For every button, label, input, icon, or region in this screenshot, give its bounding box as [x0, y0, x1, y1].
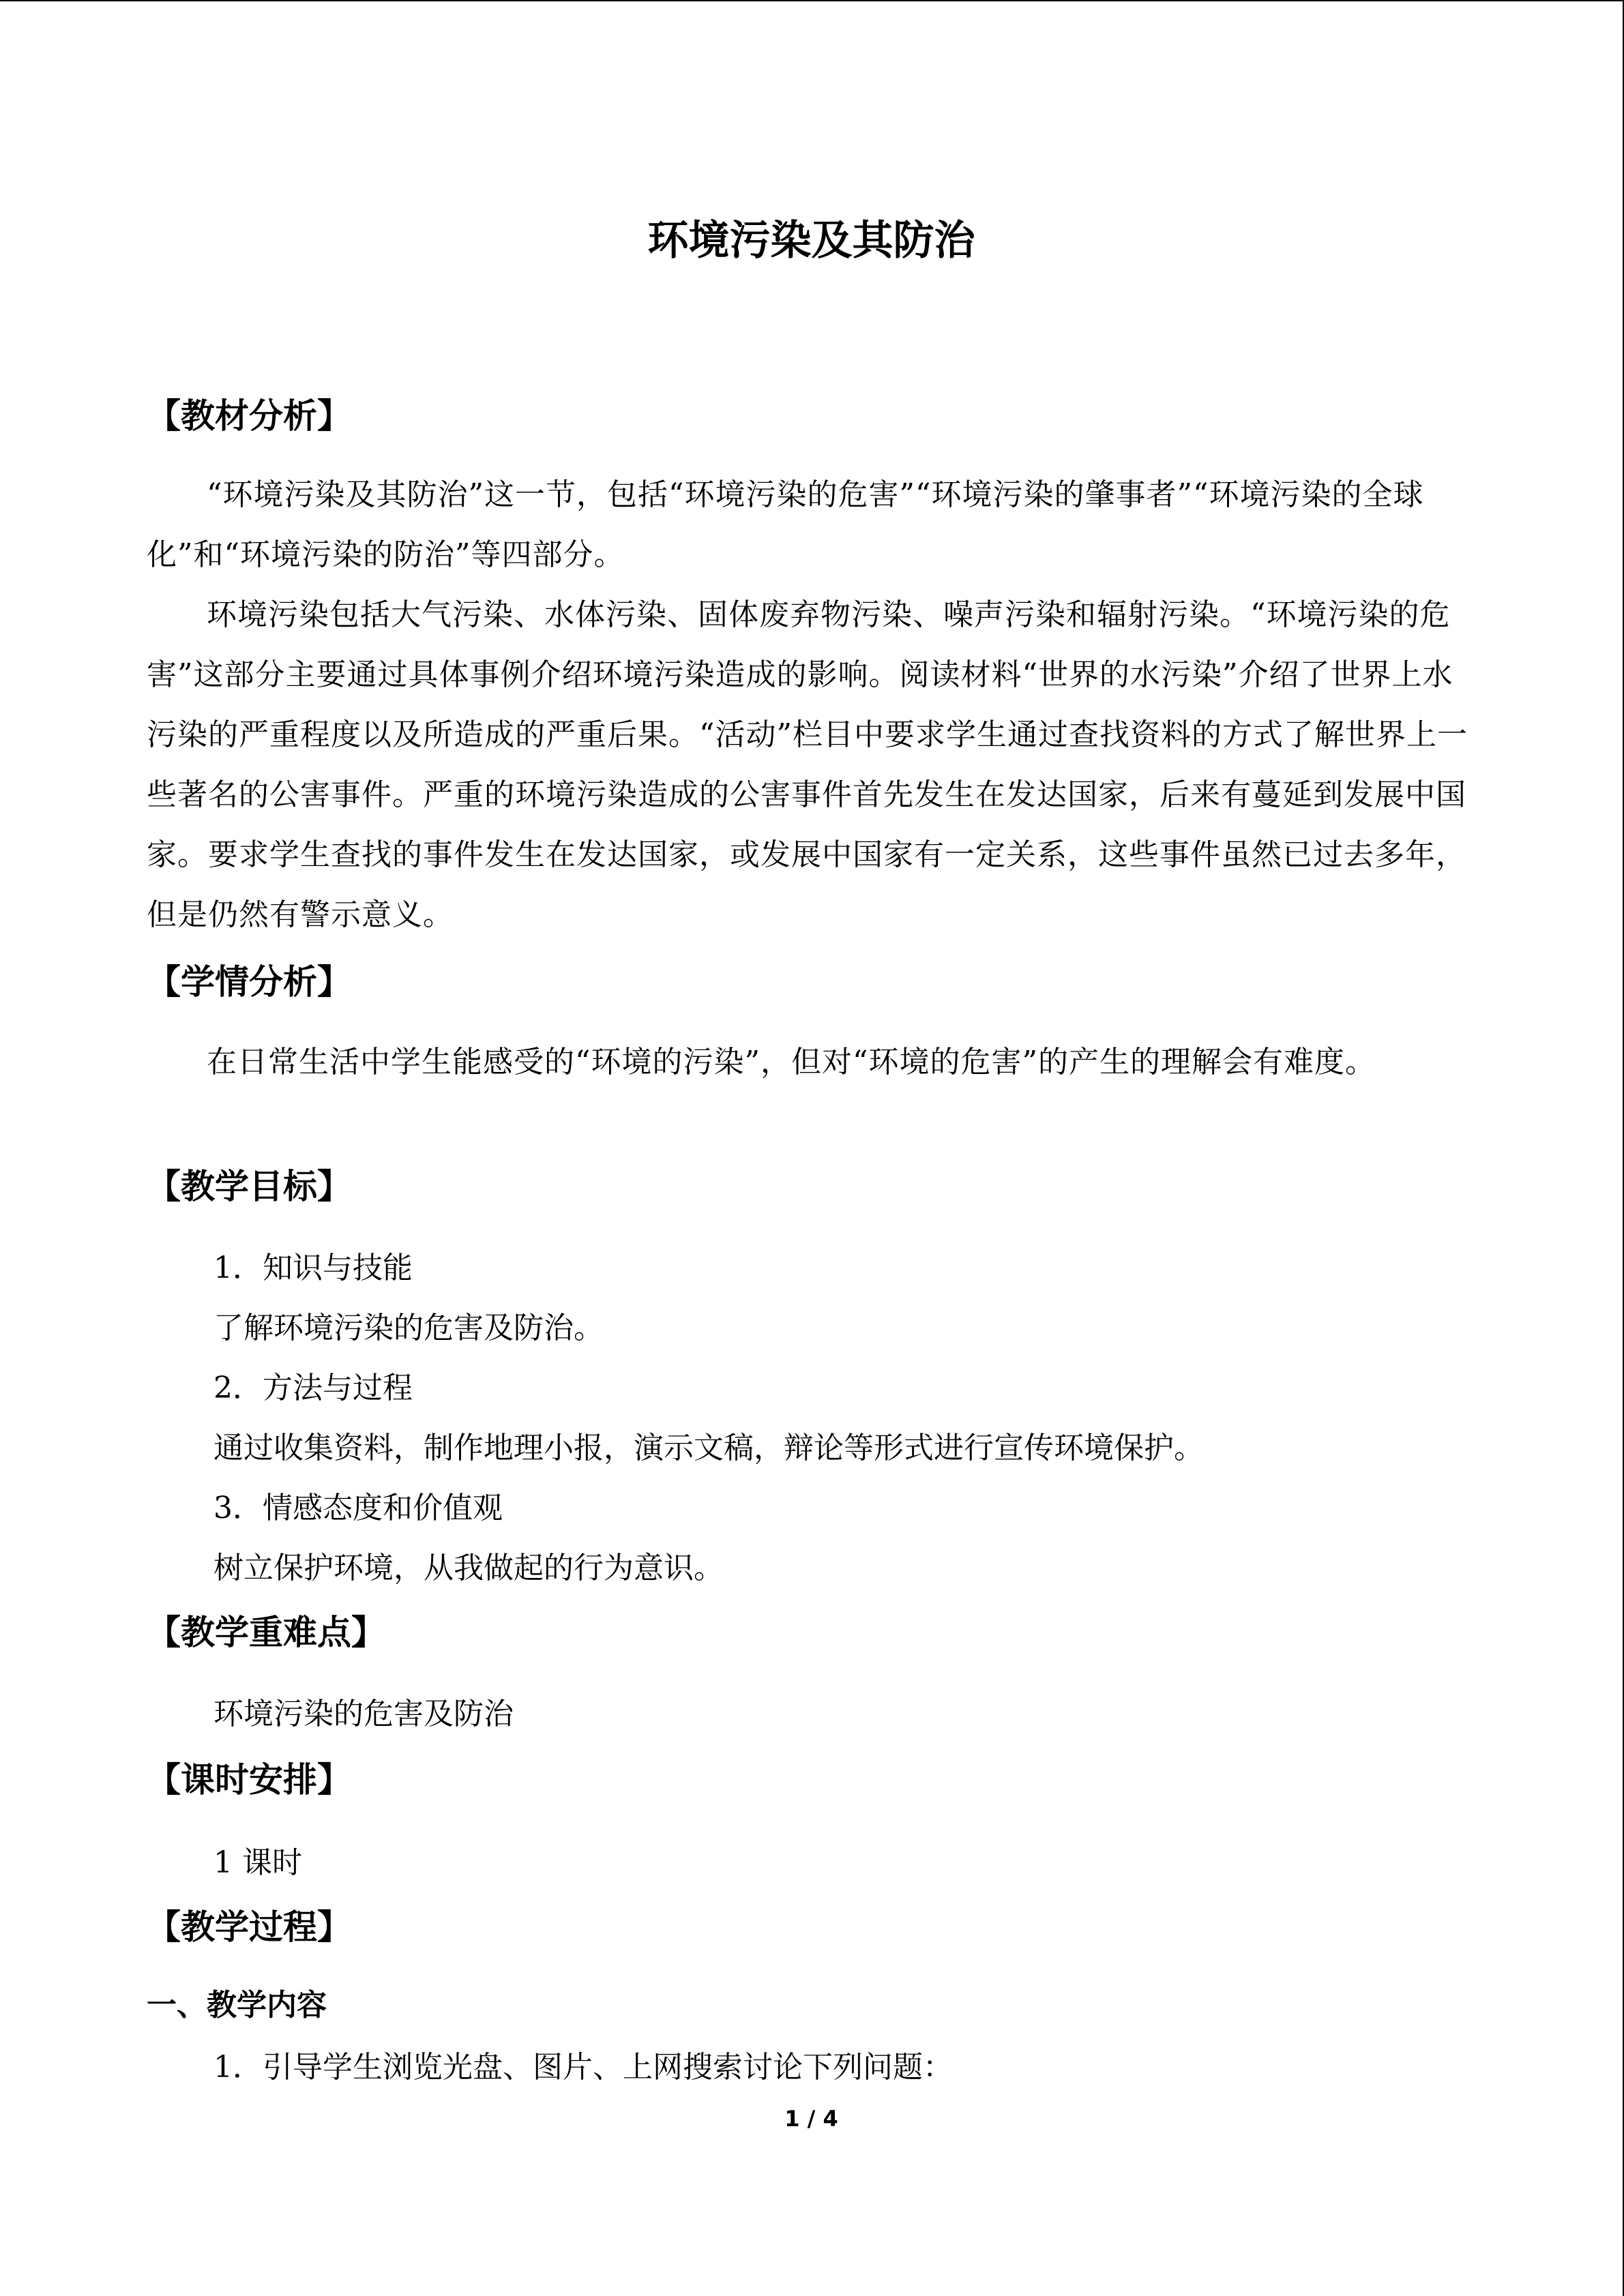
goal-3-text: 树立保护环境，从我做起的行为意识。: [213, 1551, 724, 1585]
heading-student-analysis: 【学情分析】: [147, 962, 351, 1002]
content-item-1: 1．引导学生浏览光盘、图片、上网搜索讨论下列问题：: [213, 2050, 953, 2085]
paragraph-textbook-analysis-1: “环境污染及其防治”这一节，包括“环境污染的危害”“环境污染的肇事者”“环境污染的全球化”和“环境污染的防治”等四部分。: [147, 477, 1424, 572]
heading-key-difficulties: 【教学重难点】: [147, 1613, 385, 1652]
schedule-text: 1 课时: [213, 1845, 302, 1880]
goal-1-title: 1．知识与技能: [213, 1251, 413, 1285]
goal-1-text: 了解环境污染的危害及防治。: [213, 1311, 604, 1345]
goal-2-title: 2．方法与过程: [213, 1371, 413, 1405]
heading-textbook-analysis: 【教材分析】: [147, 396, 351, 436]
heading-teaching-goals: 【教学目标】: [147, 1167, 351, 1206]
goal-2-text: 通过收集资料，制作地理小报，演示文稿，辩论等形式进行宣传环境保护。: [213, 1431, 1204, 1465]
page-title: 环境污染及其防治: [647, 217, 975, 265]
page-number: 1 / 4: [784, 2106, 838, 2132]
heading-teaching-process: 【教学过程】: [147, 1907, 351, 1947]
paragraph-student-analysis: 在日常生活中学生能感受的“环境的污染”，但对“环境的危害”的产生的理解会有难度。: [207, 1045, 1376, 1079]
key-difficulties-text: 环境污染的危害及防治: [213, 1697, 514, 1731]
heading-schedule: 【课时安排】: [147, 1760, 351, 1800]
goal-3-title: 3．情感态度和价值观: [213, 1491, 503, 1525]
paragraph-textbook-analysis-2: 环境污染包括大气污染、水体污染、固体废弃物污染、噪声污染和辐射污染。“环境污染的危害”这部分主要通过具体事例介绍环境污染造成的影响。阅读材料“世界的水污染”介绍了世界上水污染的严重程度以及所造成的严重后果。“活动”栏目中要求学生通过查找资料的方式了解世界上一些著名的公害事件。严重的环境污染造成的公害事件首先发生在发达国家，后来有蔓延到发展中国家。要求学生查找的事件发生在发达国家，或发展中国家有一定关系，这些事件虽然已过去多年，但是仍然有警示意义。: [147, 597, 1468, 932]
subheading-teaching-content: 一、教学内容: [147, 1988, 327, 2023]
